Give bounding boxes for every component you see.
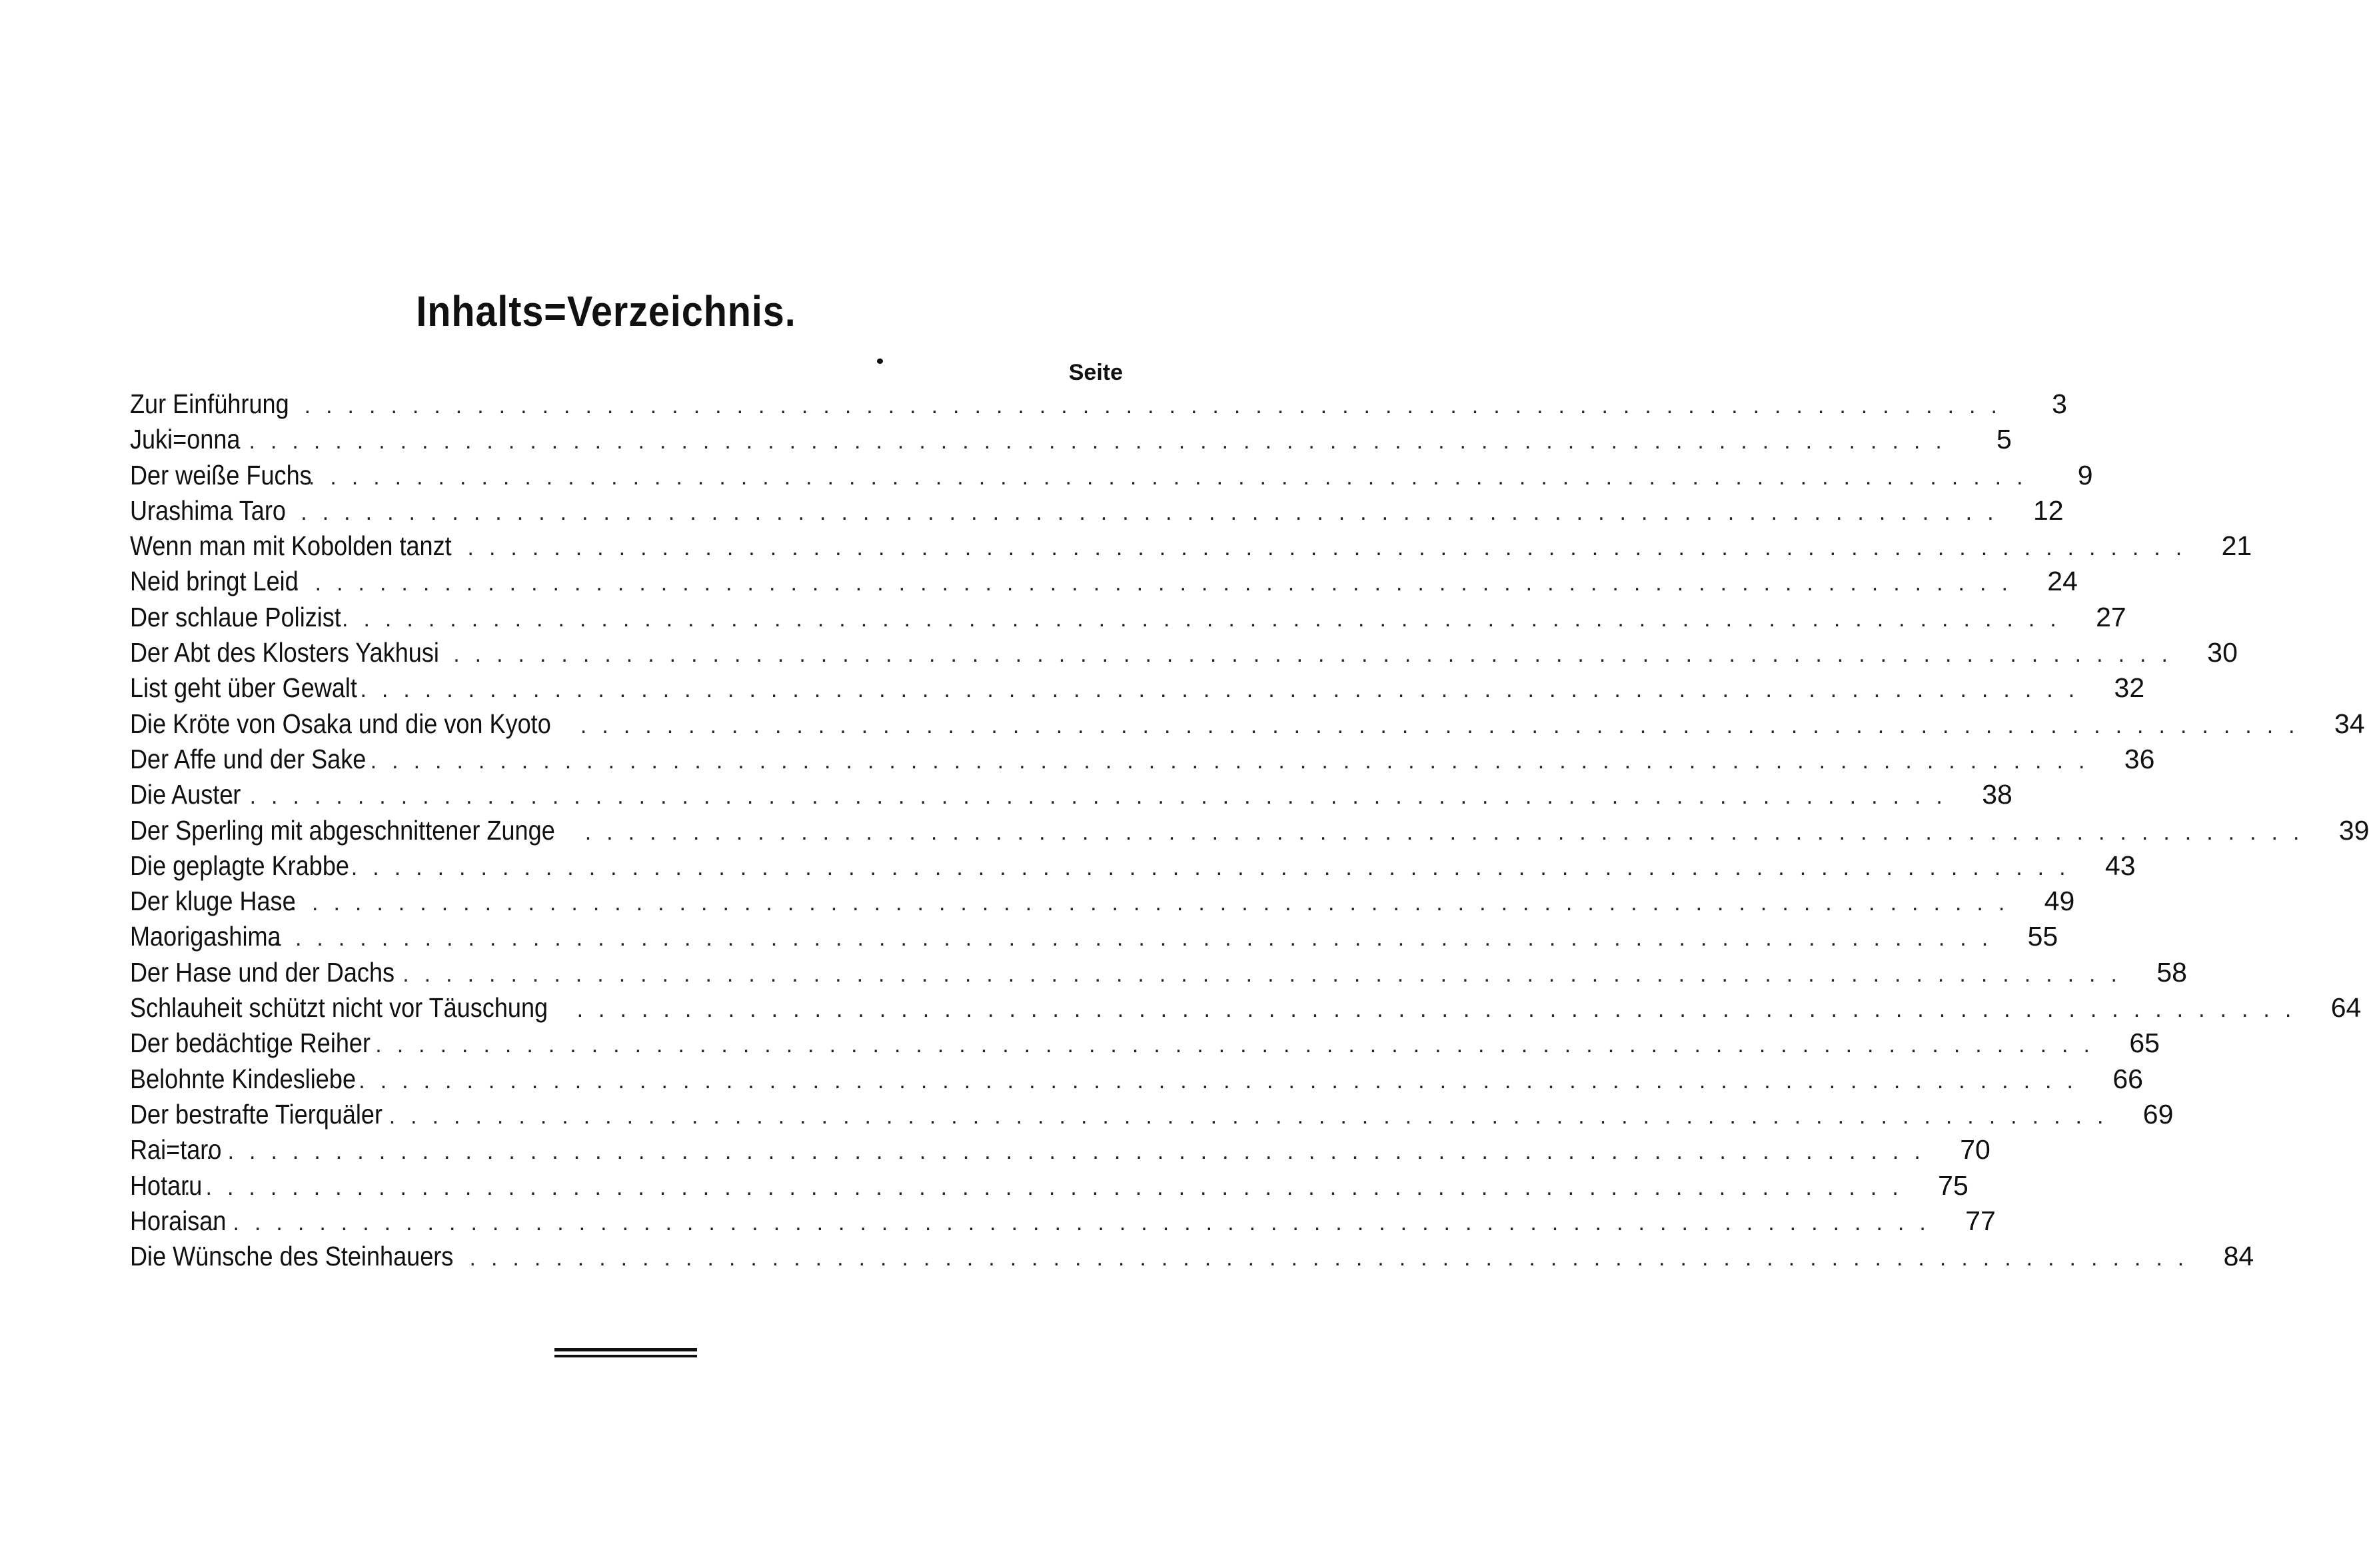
- dot-leader: ................................................................................: [342, 606, 2072, 632]
- toc-entry-title: Neid bringt Leid: [130, 566, 299, 597]
- toc-entry-page-number: 77: [1965, 1205, 1996, 1236]
- toc-entry: [130, 1132, 1990, 1168]
- toc-entry-title: Die Kröte von Osaka und die von Kyoto: [130, 708, 551, 739]
- toc-entry-page-number: 12: [2032, 494, 2064, 526]
- toc-entry-page-number: 43: [2104, 850, 2136, 881]
- toc-entry-page-number: 5: [1996, 424, 2012, 455]
- toc-entry-page-number: 39: [2338, 814, 2369, 846]
- toc-entry: [130, 884, 2075, 919]
- toc-entry-page-number: 38: [1982, 779, 2012, 810]
- toc-entry-page-number: 9: [2077, 459, 2093, 490]
- toc-entry-title: Der schlaue Polizist: [130, 601, 341, 632]
- dot-leader: ................................................................................: [211, 1209, 1941, 1235]
- toc-entry: [130, 742, 2155, 777]
- toc-entry-title: Hotaru: [130, 1170, 203, 1201]
- toc-entry: [130, 422, 2012, 457]
- toc-entry: [130, 1097, 2174, 1132]
- dot-leader: ................................................................................: [370, 748, 2100, 774]
- toc-entry-title: Der weiße Fuchs: [130, 459, 312, 490]
- dot-leader: ................................................................................: [206, 1139, 1936, 1165]
- toc-entry-page-number: 58: [2156, 956, 2187, 988]
- toc-entry: [130, 1239, 2254, 1274]
- toc-entry: [130, 777, 2012, 812]
- toc-entry-page-number: 36: [2124, 743, 2155, 774]
- dot-leader: ................................................................................: [283, 393, 2012, 418]
- toc-entry-page-number: 64: [2330, 992, 2362, 1024]
- dot-leader: ................................................................................: [389, 1103, 2119, 1129]
- dot-leader: ................................................................................: [227, 428, 1957, 454]
- dot-leader: ................................................................................: [375, 1032, 2105, 1058]
- toc-entry: [130, 1168, 1969, 1203]
- toc-entry-page-number: 66: [2112, 1063, 2143, 1094]
- toc-entry-page-number: 55: [2027, 921, 2058, 952]
- dot-leader: ................................................................................: [469, 1245, 2200, 1271]
- table-of-contents: [130, 387, 2369, 1274]
- toc-entry-title: Maorigashima: [130, 921, 281, 952]
- toc-entry-page-number: 21: [2221, 530, 2252, 562]
- toc-entry-title: Der kluge Hase: [130, 886, 296, 917]
- double-rule-divider: [554, 1348, 697, 1357]
- toc-entry-page-number: 75: [1938, 1170, 1969, 1201]
- toc-entry: [130, 955, 2187, 990]
- toc-entry: [130, 848, 2136, 884]
- dot-leader: ................................................................................: [351, 854, 2081, 880]
- dot-leader: ................................................................................: [402, 961, 2132, 987]
- toc-entry: [130, 600, 2126, 635]
- toc-entry-title: Belohnte Kindesliebe: [130, 1063, 357, 1094]
- toc-entry: [130, 387, 2067, 422]
- toc-entry-page-number: 3: [2052, 389, 2067, 419]
- toc-entry-page-number: 49: [2044, 886, 2075, 917]
- toc-entry: [130, 813, 2369, 848]
- dot-leader: ................................................................................: [359, 1068, 2088, 1094]
- dot-leader: ................................................................................: [273, 926, 2004, 952]
- toc-entry-page-number: 32: [2114, 672, 2145, 704]
- dot-leader: ................................................................................: [360, 677, 2090, 703]
- toc-entry-title: Die Wünsche des Steinhauers: [130, 1241, 454, 1272]
- toc-entry-page-number: 30: [2207, 637, 2238, 668]
- dot-leader: ................................................................................: [279, 499, 2009, 525]
- toc-entry-title: Rai=taro: [130, 1134, 222, 1166]
- toc-entry: [130, 919, 2058, 954]
- toc-entry-title: Der Abt des Klosters Yakhusi: [130, 637, 439, 668]
- dot-leader: ................................................................................: [576, 997, 2307, 1023]
- dot-leader: ................................................................................: [308, 464, 2038, 490]
- toc-entry-title: Schlauheit schützt nicht vor Täuschung: [130, 992, 548, 1024]
- dot-leader: ................................................................................: [228, 784, 1958, 810]
- dot-leader: ................................................................................: [467, 535, 2198, 561]
- toc-entry: [130, 458, 2093, 493]
- dot-leader: ................................................................................: [293, 570, 2023, 596]
- toc-entry-title: Der bestrafte Tierquäler: [130, 1098, 383, 1130]
- ink-speck: [877, 359, 883, 364]
- toc-entry: [130, 670, 2145, 706]
- toc-entry: [130, 528, 2252, 564]
- toc-entry-page-number: 69: [2142, 1098, 2174, 1130]
- toc-entry: [130, 1026, 2160, 1061]
- toc-entry-title: Der Sperling mit abgeschnittener Zunge: [130, 814, 555, 846]
- toc-entry: [130, 564, 2078, 599]
- toc-entry: [130, 635, 2238, 670]
- toc-entry-page-number: 70: [1960, 1134, 1990, 1166]
- dot-leader: ................................................................................: [584, 819, 2315, 845]
- toc-entry-page-number: 27: [2096, 601, 2126, 632]
- toc-entry-page-number: 65: [2129, 1028, 2160, 1059]
- toc-entry-title: Wenn man mit Kobolden tanzt: [130, 530, 452, 562]
- toc-entry: [130, 1062, 2143, 1097]
- toc-entry-title: Urashima Taro: [130, 494, 286, 526]
- toc-entry-page-number: 34: [2334, 708, 2365, 739]
- toc-entry: [130, 706, 2365, 742]
- toc-entry-title: Juki=onna: [130, 424, 241, 455]
- toc-entry: [130, 493, 2064, 528]
- dot-leader: ................................................................................: [184, 1174, 1914, 1200]
- toc-entry-title: Die Auster: [130, 779, 241, 810]
- page-column-label: Seite: [1068, 360, 1123, 385]
- toc-entry-page-number: 84: [2223, 1241, 2254, 1272]
- page-title: Inhalts=Verzeichnis.: [416, 287, 796, 335]
- toc-entry: [130, 1203, 1996, 1239]
- toc-entry-title: Zur Einführung: [130, 389, 289, 419]
- dot-leader: ................................................................................: [290, 890, 2020, 916]
- toc-entry-title: Die geplagte Krabbe: [130, 850, 349, 881]
- toc-entry-title: Der Hase und der Dachs: [130, 956, 395, 988]
- toc-entry-title: List geht über Gewalt: [130, 672, 357, 704]
- toc-entry-title: Der bedächtige Reiher: [130, 1028, 371, 1059]
- toc-entry-title: Der Affe und der Sake: [130, 743, 367, 774]
- toc-entry-page-number: 24: [2047, 566, 2078, 597]
- dot-leader: ................................................................................: [453, 642, 2183, 668]
- toc-entry: [130, 990, 2362, 1026]
- toc-entry-title: Horaisan: [130, 1205, 227, 1236]
- dot-leader: ................................................................................: [580, 712, 2310, 738]
